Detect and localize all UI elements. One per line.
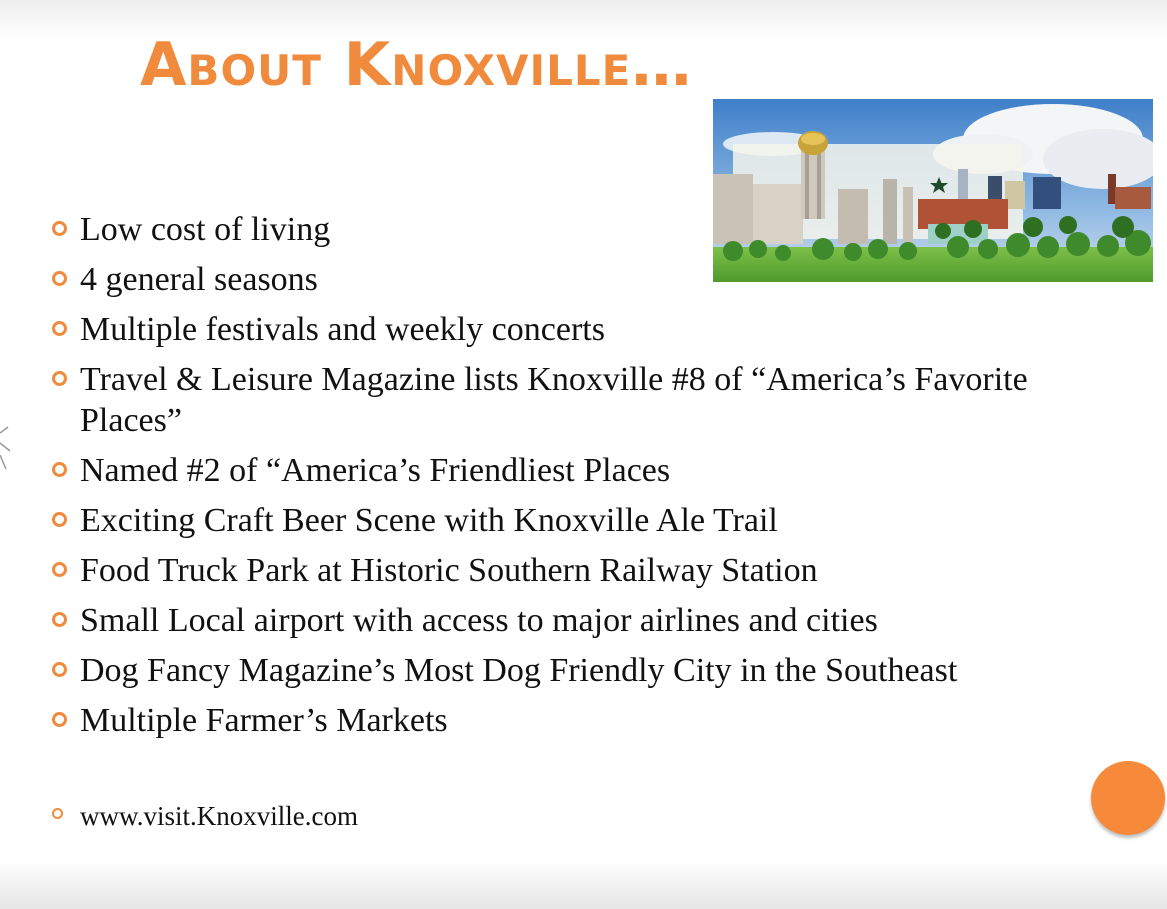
- list-item: [48, 600, 1128, 641]
- bullet-icon: [52, 321, 67, 336]
- list-item-text: Multiple festivals and weekly concerts: [80, 311, 605, 348]
- list-item: [48, 309, 1128, 350]
- bullet-icon: [52, 612, 67, 627]
- list-item-text: Multiple Farmer’s Markets: [80, 702, 448, 739]
- list-item-text: Travel & Leisure Magazine lists Knoxville #8 of “America’s Favorite Places”: [80, 361, 1028, 439]
- bullet-icon: [52, 462, 67, 477]
- list-item-text: Named #2 of “America’s Friendliest Places: [80, 452, 671, 489]
- bullet-icon: [52, 271, 67, 286]
- list-item: [48, 259, 1128, 300]
- list-item-text: Small Local airport with access to major airlines and cities: [80, 602, 878, 639]
- bullet-icon: [52, 562, 67, 577]
- list-item: [48, 650, 1128, 691]
- bullet-icon: [52, 221, 67, 236]
- list-item: [48, 500, 1128, 541]
- bullet-icon: [52, 712, 67, 727]
- list-item: [48, 359, 1128, 441]
- list-item: [48, 550, 1128, 591]
- list-item-text: Dog Fancy Magazine’s Most Dog Friendly City in the Southeast: [80, 652, 958, 689]
- bullet-icon: [52, 371, 67, 386]
- edge-decoration-icon: [0, 425, 14, 475]
- list-item: [48, 209, 1128, 250]
- bullet-icon: [52, 512, 67, 527]
- list-item-text: Low cost of living: [80, 211, 331, 248]
- bullet-icon: [52, 662, 67, 677]
- website-link[interactable]: www.visit.Knoxville.com: [80, 801, 358, 831]
- bullet-icon: [52, 808, 63, 819]
- list-item-text: Exciting Craft Beer Scene with Knoxville Ale Trail: [80, 502, 778, 539]
- list-item: [48, 700, 1128, 741]
- bullet-list: [48, 209, 1128, 741]
- website-link-item[interactable]: [52, 800, 358, 832]
- list-item-text: 4 general seasons: [80, 261, 318, 298]
- list-item: [48, 450, 1128, 491]
- decorative-circle: [1091, 761, 1165, 835]
- slide-title: About Knoxville…: [140, 30, 693, 100]
- list-item-text: Food Truck Park at Historic Southern Railway Station: [80, 552, 818, 589]
